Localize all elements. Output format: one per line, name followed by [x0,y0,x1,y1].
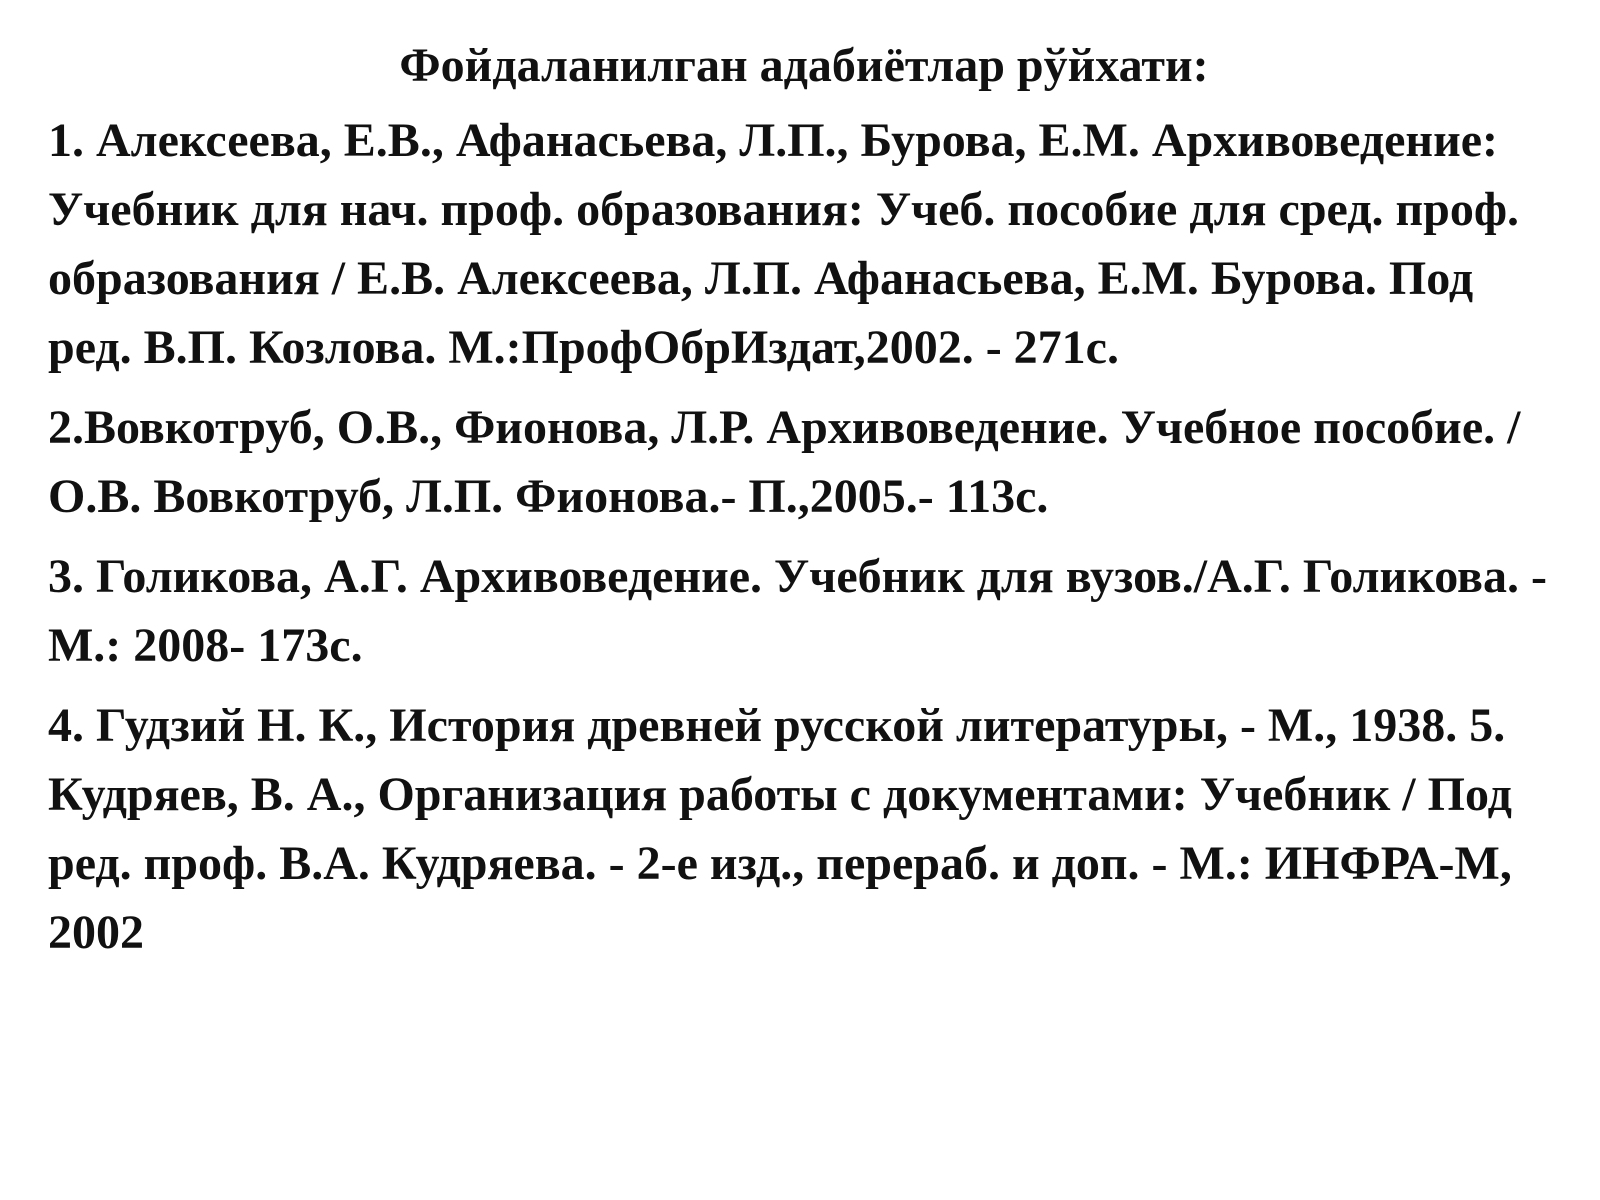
page-title: Фойдаланилган адабиётлар рўйхати: [399,39,1209,92]
reference-item-4: 4. Гудзий Н. К., История древней русской литературы, - М., 1938. 5. Кудряев, В. А., Организация работы с документами: Учебник / Под ред. проф. В.А. Кудряева. - 2-е изд., перераб. и доп. - М.: ИНФРА-М, 2002 [48,699,1512,959]
reference-item-3: 3. Голикова, А.Г. Архивоведение. Учебник для вузов./А.Г. Голикова. - М.: 2008- 173с. [48,550,1547,672]
reference-item-2: 2.Вовкотруб, О.В., Фионова, Л.Р. Архивоведение. Учебное пособие. /О.В. Вовкотруб, Л.П. Фионова.- П.,2005.- 113с. [48,401,1521,523]
reference-item-1: 1. Алексеева, Е.В., Афанасьева, Л.П., Бурова, Е.М. Архивоведение: Учебник для нач. проф. образования: Учеб. пособие для сред. проф. образования / Е.В. Алексеева, Л.П. Афанасьева, Е.М. Бурова. Под ред. В.П. Козлова. М.:ПрофОбрИздат,2002. - 271с. [48,114,1520,374]
